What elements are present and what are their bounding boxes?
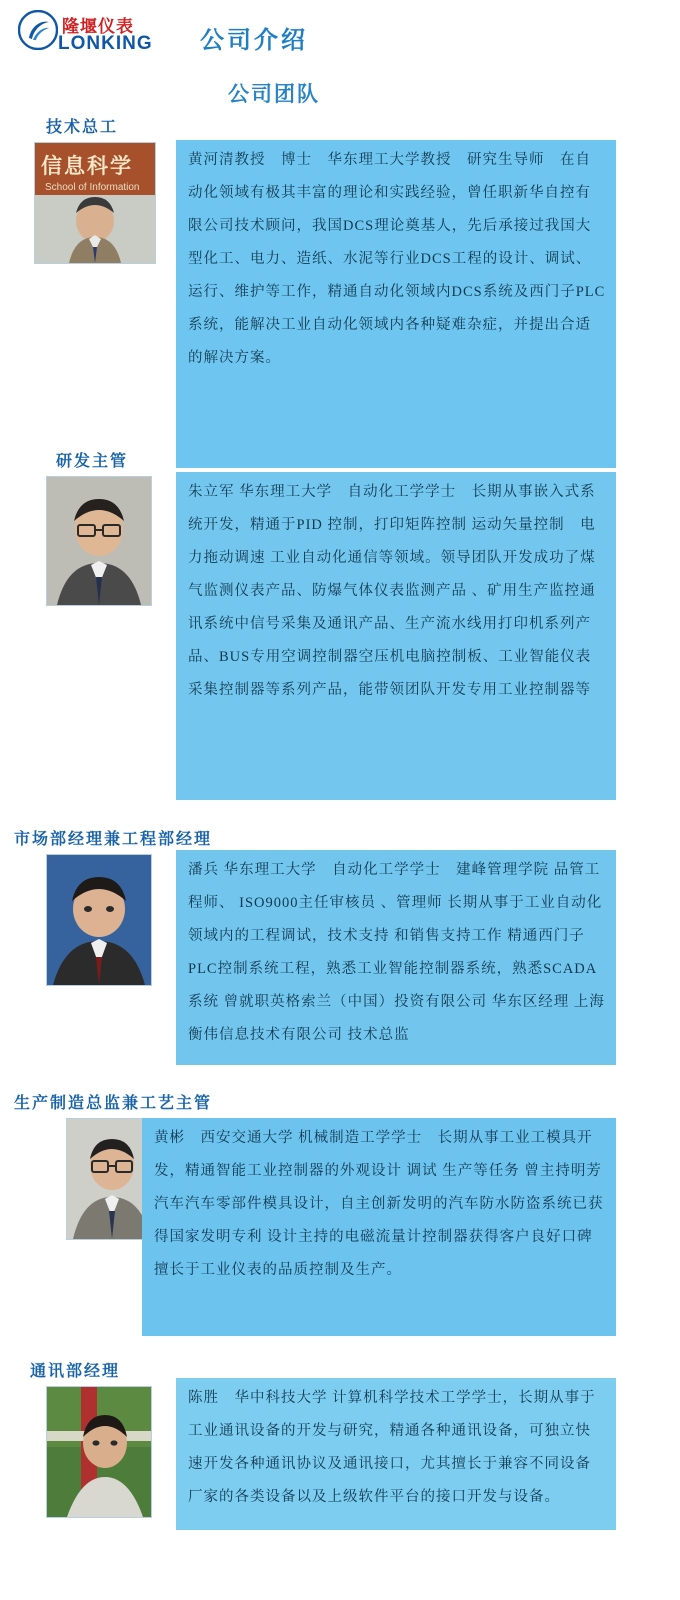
member-photo: [46, 854, 152, 986]
member-photo: [34, 142, 156, 264]
member-role-label: 生产制造总监兼工艺主管: [14, 1095, 213, 1112]
page-title: 公司介绍: [200, 28, 308, 54]
logo-chinese-text: 隆堰仪表: [62, 17, 134, 36]
portrait-graphic: [47, 1387, 151, 1517]
member-photo: [46, 1386, 152, 1518]
svg-text:School of Information: School of Information: [45, 182, 140, 193]
svg-text:信息科学: 信息科学: [41, 154, 133, 178]
logo-mark-icon: [18, 10, 58, 50]
member-role-label: 技术总工: [46, 119, 119, 136]
member-bio: 陈胜 华中科技大学 计算机科学技术工学学士，长期从事于工业通讯设备的开发与研究，精通各种通讯设备，可独立快速开发各种通讯协议及通讯接口，尤其擅长于兼容不同设备厂家的各类设备以及上级软件平台的接口开发与设备。: [176, 1378, 616, 1530]
member-bio: 黄河清教授 博士 华东理工大学教授 研究生导师 在自动化领域有极其丰富的理论和实践经验，曾任职新华自控有限公司技术顾问，我国DCS理论奠基人，先后承接过我国大型化工、电力、造纸、水泥等行业DCS工程的设计、调试、运行、维护等工作，精通自动化领域内DCS系统及西门子PLC系统，能解决工业自动化领域内各种疑难杂症，并提出合适的解决方案。: [176, 140, 616, 468]
section-title: 公司团队: [228, 82, 320, 106]
member-role-label: 研发主管: [56, 453, 129, 470]
company-logo: [18, 10, 168, 56]
member-role-label: 市场部经理兼工程部经理: [14, 831, 213, 848]
member-role-label: 通讯部经理: [30, 1363, 121, 1380]
member-bio: 朱立军 华东理工大学 自动化工学学士 长期从事嵌入式系统开发，精通于PID 控制，打印矩阵控制 运动矢量控制 电力拖动调速 工业自动化通信等领域。领导团队开发成功了煤气监测仪表产品、防爆气体仪表监测产品 、矿用生产监控通讯系统中信号采集及通讯产品、生产流水线用打印机系列产品、BUS专用空调控制器空压机电脑控制板、工业智能仪表采集控制器等系列产品，能带领团队开发专用工业控制器等: [176, 472, 616, 800]
member-bio: 潘兵 华东理工大学 自动化工学学士 建峰管理学院 品管工程师、 ISO9000主任审核员 、管理师 长期从事于工业自动化领域内的工程调试，技术支持 和销售支持工作 精通西门子PLC控制系统工程，熟悉工业智能控制器系统，熟悉SCADA系统 曾就职英格索兰（中国）投资有限公司 华东区经理 上海衡伟信息技术有限公司 技术总监: [176, 850, 616, 1065]
portrait-graphic: [47, 477, 151, 605]
page-header: [0, 0, 680, 66]
member-photo: [46, 476, 152, 606]
member-bio: 黄彬 西安交通大学 机械制造工学学士 长期从事工业工模具开发，精通智能工业控制器的外观设计 调试 生产等任务 曾主持明芳汽车汽车零部件模具设计，自主创新发明的汽车防水防盗系统已获得国家发明专利 设计主持的电磁流量计控制器获得客户良好口碑 擅长于工业仪表的品质控制及生产。: [142, 1118, 616, 1336]
logo-english-text: LONKING: [58, 33, 153, 54]
portrait-graphic: [47, 855, 151, 985]
portrait-graphic: [35, 143, 155, 263]
